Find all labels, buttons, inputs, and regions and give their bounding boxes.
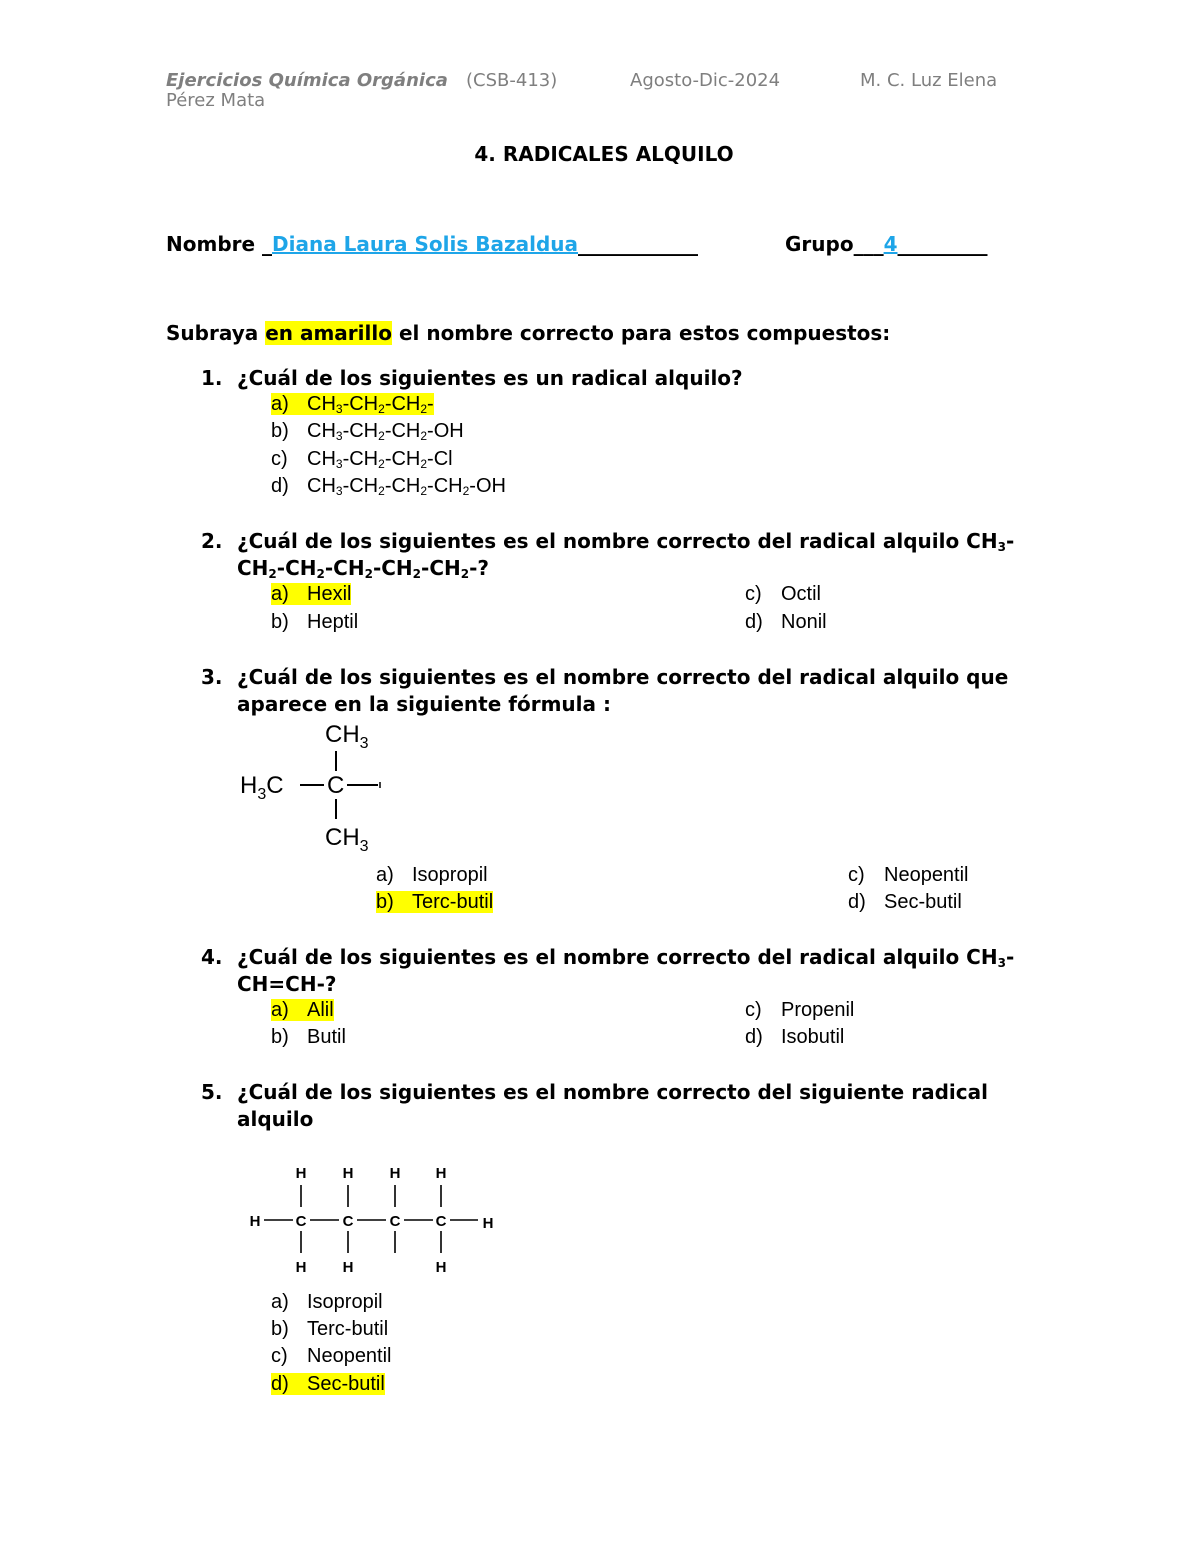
question-4: 4. ¿Cuál de los siguientes es el nombre correcto del radical alquilo $CH_3-$ <box>201 945 1015 970</box>
group-value: 4 <box>883 232 898 256</box>
option-text: Octil <box>781 583 821 605</box>
option-letter: a) <box>271 583 289 605</box>
question-4-cont: CH=CH-? <box>237 972 337 996</box>
group-blank: _________ <box>897 232 988 256</box>
name-label: Nombre _ <box>166 232 273 256</box>
question-text: ¿Cuál de los siguientes es el nombre correcto del radical alquilo CH <box>237 945 998 969</box>
option-letter: b) <box>271 611 289 633</box>
q1-option-b[interactable] <box>271 420 464 443</box>
question-text: ¿Cuál de los siguientes es el nombre correcto del siguiente radical <box>237 1080 988 1104</box>
option-letter: a) <box>271 999 289 1021</box>
atom-c-4: C <box>435 1213 447 1230</box>
option-letter: c) <box>848 864 865 886</box>
option-letter: b) <box>376 891 394 913</box>
atom-h-bottom-4: H <box>435 1259 447 1276</box>
option-text: Sec-butil <box>884 891 962 913</box>
q2-option-a[interactable] <box>271 583 351 606</box>
question-number: 1. <box>201 366 223 390</box>
q1-option-c[interactable] <box>271 448 453 471</box>
atom-c-3: C <box>389 1213 401 1230</box>
butyl-structure <box>240 1155 510 1280</box>
option-letter: b) <box>271 420 289 442</box>
student-group-line <box>785 232 988 256</box>
option-letter: d) <box>848 891 866 913</box>
q3-option-b[interactable] <box>376 891 493 914</box>
question-2: 2. ¿Cuál de los siguientes es el nombre correcto del radical alquilo $CH_3-$ <box>201 529 1015 554</box>
option-text: Isopropil <box>307 1291 383 1313</box>
option-letter: a) <box>271 393 289 415</box>
atom-h-left: H <box>249 1213 261 1230</box>
q5-option-b[interactable] <box>271 1318 388 1341</box>
option-text: Neopentil <box>884 864 969 886</box>
option-letter: d) <box>271 475 289 497</box>
q4-option-b[interactable] <box>271 1026 346 1049</box>
header-code: (CSB-413) <box>466 70 558 91</box>
option-text: Nonil <box>781 611 827 633</box>
option-formula: $CH_3-CH_2-CH_2-OH$ <box>307 420 464 443</box>
header-author-cont: Pérez Mata <box>166 90 266 111</box>
q1-option-d[interactable] <box>271 475 506 498</box>
option-formula: $CH_3-CH_2-CH_2-Cl$ <box>307 448 453 471</box>
option-text: Sec-butil <box>307 1373 385 1395</box>
q3-option-c[interactable] <box>848 864 969 887</box>
header-title: Ejercicios Química Orgánica <box>166 70 448 91</box>
h3c-label: $H_3C$ <box>240 772 284 803</box>
atom-c-2: C <box>342 1213 354 1230</box>
top-ch3-label: $CH_3$ <box>325 721 369 752</box>
option-letter: c) <box>745 583 762 605</box>
atom-h-bottom-2: H <box>342 1259 354 1276</box>
option-text: Alil <box>307 999 334 1021</box>
option-text: Propenil <box>781 999 855 1021</box>
q4-option-d[interactable] <box>745 1026 844 1049</box>
atom-c-1: C <box>295 1213 307 1230</box>
q2-option-b[interactable] <box>271 611 358 634</box>
option-letter: d) <box>745 1026 763 1048</box>
question-number: 5. <box>201 1080 223 1104</box>
header-period: Agosto-Dic-2024 <box>630 70 781 91</box>
question-number: 3. <box>201 665 223 689</box>
atom-h-top-2: H <box>342 1165 354 1182</box>
option-text: Hexil <box>307 583 352 605</box>
header-author: M. C. Luz Elena <box>860 70 998 91</box>
option-letter: b) <box>271 1026 289 1048</box>
atom-h-top-1: H <box>295 1165 307 1182</box>
option-text: Butil <box>307 1026 346 1048</box>
option-formula: $CH_3-CH_2-CH_2-CH_2-OH$ <box>307 475 506 498</box>
question-3-cont: aparece en la siguiente fórmula : <box>237 692 611 716</box>
q5-option-c[interactable] <box>271 1345 392 1368</box>
instruction-part2: el nombre correcto para estos compuestos: <box>391 321 891 345</box>
option-letter: a) <box>271 1291 289 1313</box>
tert-butyl-structure <box>230 715 400 860</box>
option-text: Neopentil <box>307 1345 392 1367</box>
instruction <box>166 321 890 345</box>
option-letter: c) <box>271 1345 288 1367</box>
center-c-label: C <box>327 772 345 799</box>
q2-option-c[interactable] <box>745 583 821 606</box>
question-5-cont: alquilo <box>237 1107 314 1131</box>
question-1 <box>201 366 743 390</box>
atom-h-top-3: H <box>389 1165 401 1182</box>
q4-option-a[interactable] <box>271 999 334 1022</box>
q3-option-a[interactable] <box>376 864 488 887</box>
question-2-cont: $CH_2-CH_2-CH_2-CH_2-CH_2-$? <box>237 556 489 581</box>
q2-option-d[interactable] <box>745 611 827 634</box>
option-text: Isopropil <box>412 864 488 886</box>
question-number: 2. <box>201 529 223 553</box>
question-text: ¿Cuál de los siguientes es el nombre correcto del radical alquilo que <box>237 665 1009 689</box>
question-text: ¿Cuál de los siguientes es un radical alquilo? <box>237 366 743 390</box>
q5-option-d[interactable] <box>271 1373 385 1396</box>
instruction-part1: Subraya <box>166 321 266 345</box>
group-label: Grupo___ <box>785 232 884 256</box>
option-letter: d) <box>271 1373 289 1395</box>
q1-option-a[interactable] <box>271 393 434 416</box>
atom-h-right: H <box>482 1215 494 1232</box>
q3-option-d[interactable] <box>848 891 962 914</box>
option-letter: c) <box>745 999 762 1021</box>
question-5 <box>201 1080 988 1104</box>
option-formula: $CH_3-CH_2-CH_2-$ <box>307 393 434 416</box>
bottom-ch3-label: $CH_3$ <box>325 824 369 855</box>
name-value: Diana Laura Solis Bazaldua <box>272 232 578 256</box>
question-number: 4. <box>201 945 223 969</box>
option-letter: a) <box>376 864 394 886</box>
question-3 <box>201 665 1008 689</box>
option-text: Heptil <box>307 611 359 633</box>
option-letter: c) <box>271 448 288 470</box>
question-text: ¿Cuál de los siguientes es el nombre correcto del radical alquilo CH <box>237 529 998 553</box>
option-letter: b) <box>271 1318 289 1340</box>
option-text: Terc-butil <box>307 1318 389 1340</box>
option-text: Isobutil <box>781 1026 845 1048</box>
atom-h-top-4: H <box>435 1165 447 1182</box>
page-title: 4. RADICALES ALQUILO <box>474 142 734 166</box>
q5-option-a[interactable] <box>271 1291 383 1314</box>
option-text: Terc-butil <box>412 891 494 913</box>
option-letter: d) <box>745 611 763 633</box>
atom-h-bottom-1: H <box>295 1259 307 1276</box>
instruction-highlight: en amarillo <box>265 321 392 345</box>
name-blank: ____________ <box>578 232 698 256</box>
q4-option-c[interactable] <box>745 999 854 1022</box>
student-name-line <box>166 232 698 256</box>
